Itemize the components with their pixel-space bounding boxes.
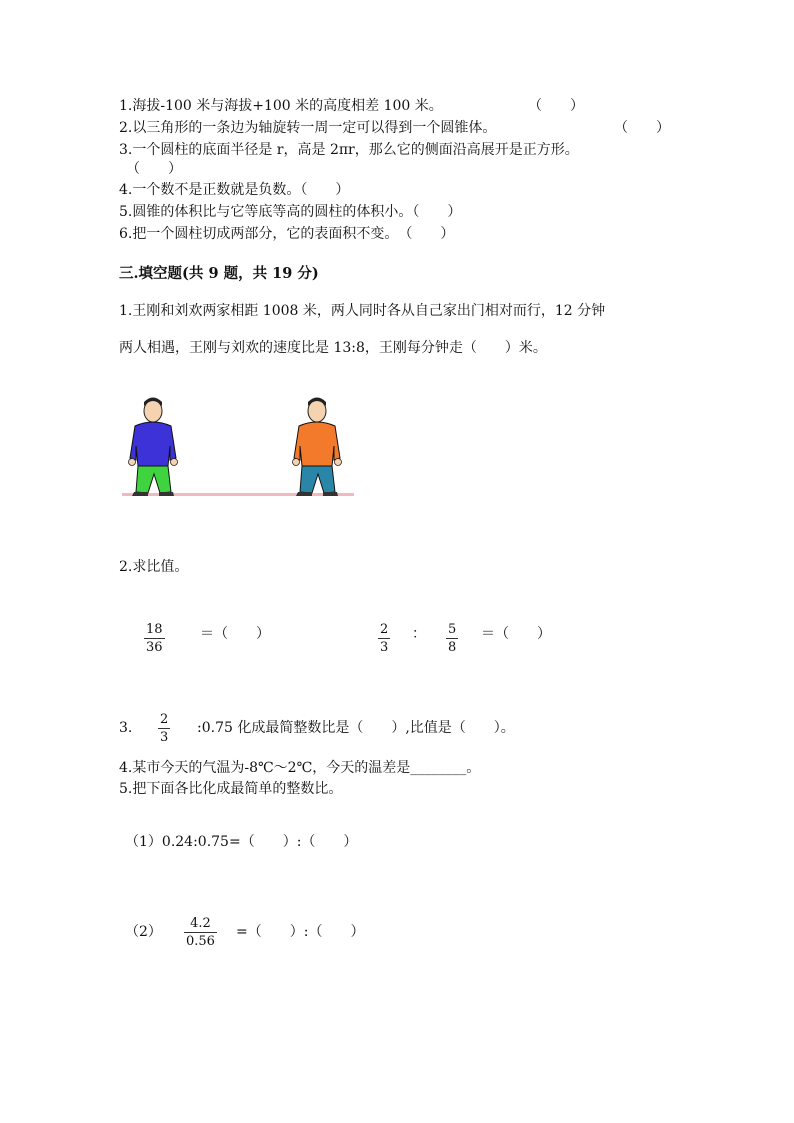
ground-line [122,493,354,496]
fill-q5-sub1: （1）0.24:0.75=（ ）:（ ） [125,834,358,850]
fraction-18-36 [144,622,165,655]
fraction-denominator: 0.56 [186,934,215,949]
fraction-bar [144,638,165,639]
fraction-numerator: 5 [448,622,457,637]
fill-q1-line1: 1.王刚和刘欢两家相距 1008 米，两人同时各从自己家出门相对而行，12 分钟 [119,303,606,319]
judge-q3-answer-bracket[interactable]: （ ） [126,161,182,177]
judge-q3-text: 3.一个圆柱的底面半径是 r，高是 2πr，那么它的侧面沿高展开是正方形。 [119,142,579,158]
fill-q1-line2: 两人相遇，王刚与刘欢的速度比是 13:8，王刚每分钟走（ ）米。 [119,340,547,356]
fraction-numerator: 18 [146,622,163,637]
fill-q3-text: :0.75 化成最简整数比是（ ）,比值是（ ）。 [197,720,515,736]
fill-q5-sub2-text: =（ ）:（ ） [236,924,365,940]
two-people-illustration [118,392,358,500]
judge-q6: 6.把一个圆柱切成两部分，它的表面积不变。 （ ） [119,226,455,242]
right-person [293,398,342,497]
fill-q5-sub2-label: （2） [125,924,162,940]
fill-q2-answer1[interactable]: ＝（ ） [200,626,270,642]
judge-q5: 5.圆锥的体积比与它等底等高的圆柱的体积小。（ ） [119,204,462,220]
fraction-4.2-0.56 [184,916,217,949]
judge-q3 [119,141,579,159]
fill-q5-label: 5.把下面各比化成最简单的整数比。 [119,781,343,797]
judge-q2-text: 2.以三角形的一条边为轴旋转一周一定可以得到一个圆锥体。 [119,120,497,136]
judge-q2 [119,119,496,137]
fraction-2-3 [378,622,390,655]
section-title: 三.填空题(共 9 题，共 19 分) [119,265,319,282]
fraction-bar [378,638,390,639]
fraction-numerator: 2 [160,712,169,727]
judge-q1-answer-bracket[interactable]: （ ） [528,98,584,114]
fraction-bar [184,932,217,933]
fraction-5-8 [446,622,458,655]
fraction-bar [158,728,170,729]
fraction-denominator: 36 [146,640,163,655]
judge-q2-answer-bracket[interactable]: （ ） [614,120,670,136]
fill-q4: 4.某市今天的气温为-8℃～2℃，今天的温差是________。 [119,760,481,776]
fill-q3-label: 3. [119,720,133,736]
fraction-2-3-q3 [158,712,170,745]
fraction-denominator: 8 [448,640,457,655]
fraction-denominator: 3 [160,730,169,745]
fill-q2-label: 2.求比值。 [119,559,189,575]
fraction-bar [446,638,458,639]
fraction-numerator: 2 [380,622,389,637]
fraction-numerator: 4.2 [190,916,211,931]
fill-q2-answer2[interactable]: ＝（ ） [481,626,551,642]
left-person [129,398,178,497]
judge-q4: 4.一个数不是正数就是负数。（ ） [119,182,350,198]
judge-q1 [119,97,443,115]
ratio-colon: ： [412,626,426,642]
judge-q1-text: 1.海拔-100 米与海拔+100 米的高度相差 100 米。 [119,98,443,114]
fraction-denominator: 3 [380,640,389,655]
